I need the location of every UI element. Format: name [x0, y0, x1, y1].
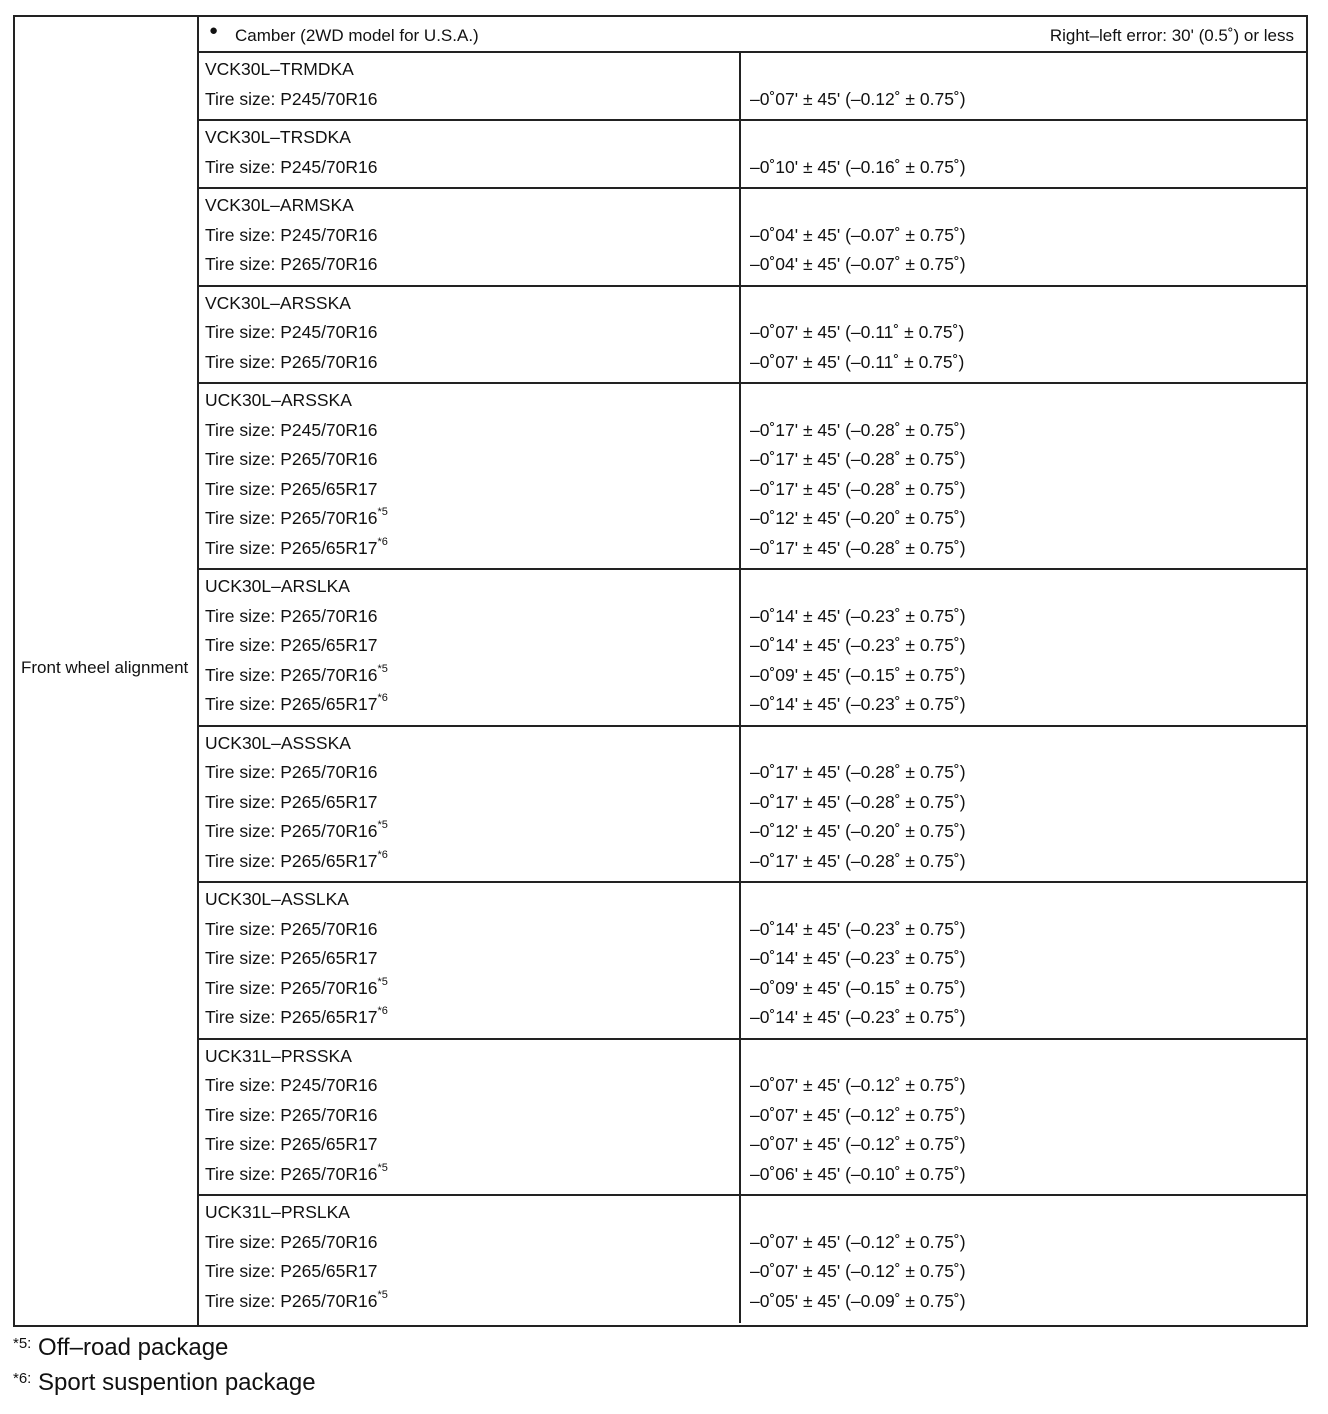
- model-group: [199, 727, 1306, 884]
- footnote-ref: *5: [377, 1161, 388, 1174]
- footnote-text: Off–road package: [38, 1334, 229, 1361]
- tire-size-text: Tire size: P245/70R16: [205, 224, 378, 245]
- camber-value: –0˚09' ± 45' (–0.15˚ ± 0.75˚): [750, 977, 966, 998]
- tire-size-text: Tire size: P265/65R17: [205, 1261, 378, 1281]
- tire-size-text: Tire size: P245/70R16: [205, 322, 378, 342]
- tire-size: [205, 944, 378, 974]
- camber-value: –0˚07' ± 45' (–0.11˚ ± 0.75˚): [750, 351, 965, 372]
- camber-value: –0˚17' ± 45' (–0.28˚ ± 0.75˚): [750, 791, 966, 812]
- model-group: [199, 121, 1306, 189]
- tire-size: [205, 153, 378, 183]
- tire-size-text: Tire size: P265/65R17: [205, 850, 378, 871]
- table-header-row: [199, 17, 1306, 53]
- tire-size-text: Tire size: P245/70R16: [205, 88, 378, 109]
- column-divider: [739, 1040, 741, 1195]
- footnote-ref: *6: [377, 848, 388, 861]
- footnote: [13, 1365, 316, 1401]
- tire-size-text: Tire size: P265/65R17: [205, 694, 378, 714]
- camber-value: –0˚17' ± 45' (–0.28˚ ± 0.75˚): [750, 449, 966, 469]
- column-divider: [739, 1196, 741, 1323]
- model-group: [199, 1196, 1306, 1323]
- footnote-ref: *6: [377, 692, 388, 705]
- tire-size: [205, 221, 378, 251]
- model-code: VCK30L–ARMSKA: [205, 195, 354, 215]
- model-code: UCK31L–PRSLKA: [205, 1202, 350, 1222]
- tire-size: [205, 974, 388, 1004]
- row-header-label: Front wheel alignment: [21, 658, 189, 677]
- model-group: [199, 53, 1306, 121]
- tire-size: [205, 85, 378, 115]
- tire-size: [205, 631, 378, 661]
- model-group: [199, 570, 1306, 727]
- tire-size-text: Tire size: P265/70R16: [205, 1163, 378, 1184]
- tire-size: [205, 1287, 388, 1317]
- footnote-ref: *5: [377, 506, 388, 519]
- tire-size-text: Tire size: P265/65R17: [205, 478, 378, 499]
- camber-value: –0˚10' ± 45' (–0.16˚ ± 0.75˚): [750, 156, 966, 177]
- tire-size-text: Tire size: P265/70R16: [205, 1231, 378, 1252]
- footnote-ref: *6: [377, 1005, 388, 1018]
- tire-size-text: Tire size: P265/65R17: [205, 537, 378, 558]
- camber-value: –0˚14' ± 45' (–0.23˚ ± 0.75˚): [750, 694, 966, 714]
- camber-value: –0˚04' ± 45' (–0.07˚ ± 0.75˚): [750, 224, 966, 245]
- tire-size-text: Tire size: P265/70R16: [205, 508, 378, 528]
- row-header-cell: [15, 17, 199, 1325]
- tire-size: [205, 250, 378, 280]
- tire-size: [205, 661, 388, 691]
- column-divider: [739, 121, 741, 187]
- camber-value: –0˚14' ± 45' (–0.23˚ ± 0.75˚): [750, 948, 966, 968]
- camber-value: –0˚17' ± 45' (–0.28˚ ± 0.75˚): [750, 537, 966, 558]
- tire-size-text: Tire size: P265/70R16: [205, 254, 378, 274]
- tire-size-text: Tire size: P245/70R16: [205, 1075, 378, 1095]
- right-left-error-note: Right–left error: 30' (0.5˚) or less: [1049, 26, 1294, 45]
- tire-size-text: Tire size: P265/70R16: [205, 1104, 378, 1125]
- tire-size: [205, 915, 378, 945]
- tire-size: [205, 758, 378, 788]
- tire-size-text: Tire size: P265/65R17: [205, 1007, 378, 1027]
- tire-size-text: Tire size: P265/65R17: [205, 948, 378, 968]
- model-group: [199, 1040, 1306, 1197]
- tire-size: [205, 416, 378, 446]
- column-divider: [739, 570, 741, 725]
- tire-size: [205, 475, 378, 505]
- footnote-ref: *6: [377, 535, 388, 548]
- tire-size: [205, 504, 388, 534]
- camber-value: –0˚07' ± 45' (–0.12˚ ± 0.75˚): [750, 1231, 966, 1252]
- tire-size-text: Tire size: P265/70R16: [205, 605, 378, 626]
- tire-size-text: Tire size: P265/70R16: [205, 1290, 378, 1311]
- camber-value: –0˚09' ± 45' (–0.15˚ ± 0.75˚): [750, 664, 966, 685]
- tire-size-text: Tire size: P265/70R16: [205, 351, 378, 372]
- camber-value: –0˚14' ± 45' (–0.23˚ ± 0.75˚): [750, 918, 966, 939]
- model-code: UCK30L–ASSLKA: [205, 889, 349, 909]
- camber-value: –0˚14' ± 45' (–0.23˚ ± 0.75˚): [750, 1007, 966, 1027]
- footnote-ref: *5: [377, 662, 388, 675]
- footnote-ref: *5: [377, 1288, 388, 1301]
- camber-value: –0˚12' ± 45' (–0.20˚ ± 0.75˚): [750, 821, 966, 841]
- footnote-ref: *5: [377, 975, 388, 988]
- model-group: [199, 384, 1306, 570]
- model-group: [199, 287, 1306, 385]
- tire-size: [205, 534, 388, 564]
- tire-size: [205, 1101, 378, 1131]
- footnote-ref: *5: [377, 819, 388, 832]
- tire-size: [205, 1071, 378, 1101]
- tire-size-text: Tire size: P265/65R17: [205, 791, 378, 812]
- model-code: VCK30L–TRSDKA: [205, 127, 351, 147]
- camber-value: –0˚12' ± 45' (–0.20˚ ± 0.75˚): [750, 508, 966, 528]
- tire-size-text: Tire size: P265/70R16: [205, 821, 378, 841]
- column-divider: [739, 287, 741, 383]
- model-code: UCK30L–ARSLKA: [205, 576, 350, 596]
- tire-size: [205, 1160, 388, 1190]
- tire-size-text: Tire size: P265/70R16: [205, 449, 378, 469]
- camber-value: –0˚17' ± 45' (–0.28˚ ± 0.75˚): [750, 419, 966, 440]
- camber-value: –0˚07' ± 45' (–0.12˚ ± 0.75˚): [750, 88, 966, 109]
- tire-size-text: Tire size: P265/70R16: [205, 762, 378, 782]
- tire-size: [205, 788, 378, 818]
- tire-size: [205, 1228, 378, 1258]
- tire-size-text: Tire size: P245/70R16: [205, 156, 378, 177]
- tire-size-text: Tire size: P265/70R16: [205, 664, 378, 685]
- tire-size: [205, 1257, 378, 1287]
- tire-size: [205, 602, 378, 632]
- tire-size: [205, 348, 378, 378]
- footnote-mark: *6:: [13, 1370, 32, 1387]
- alignment-table: [13, 15, 1308, 1327]
- camber-value: –0˚06' ± 45' (–0.10˚ ± 0.75˚): [750, 1163, 966, 1184]
- camber-value: –0˚07' ± 45' (–0.12˚ ± 0.75˚): [750, 1104, 966, 1125]
- column-divider: [739, 384, 741, 568]
- footnote-text: Sport suspention package: [38, 1369, 316, 1396]
- model-code: VCK30L–ARSSKA: [205, 292, 351, 313]
- footnote-mark: *5:: [13, 1335, 32, 1352]
- camber-value: –0˚14' ± 45' (–0.23˚ ± 0.75˚): [750, 605, 966, 626]
- tire-size: [205, 445, 378, 475]
- tire-size: [205, 1130, 378, 1160]
- tire-size: [205, 847, 388, 877]
- column-divider: [739, 727, 741, 882]
- camber-value: –0˚17' ± 45' (–0.28˚ ± 0.75˚): [750, 478, 966, 499]
- model-group: [199, 883, 1306, 1040]
- model-code: UCK30L–ASSSKA: [205, 732, 351, 753]
- tire-size-text: Tire size: P265/65R17: [205, 635, 378, 655]
- tire-size: [205, 1003, 388, 1033]
- column-divider: [739, 53, 741, 119]
- model-code: VCK30L–TRMDKA: [205, 59, 354, 79]
- column-divider: [739, 189, 741, 285]
- footnote: [13, 1330, 228, 1366]
- model-groups: [199, 53, 1306, 1325]
- tire-size-text: Tire size: P265/65R17: [205, 1134, 378, 1154]
- model-code: UCK31L–PRSSKA: [205, 1045, 352, 1066]
- tire-size-text: Tire size: P245/70R16: [205, 419, 378, 440]
- tire-size-text: Tire size: P265/70R16: [205, 977, 378, 998]
- camber-value: –0˚07' ± 45' (–0.11˚ ± 0.75˚): [750, 322, 965, 342]
- camber-value: –0˚17' ± 45' (–0.28˚ ± 0.75˚): [750, 850, 966, 871]
- tire-size: [205, 690, 388, 720]
- camber-value: –0˚17' ± 45' (–0.28˚ ± 0.75˚): [750, 762, 966, 782]
- model-code: UCK30L–ARSSKA: [205, 390, 352, 410]
- tire-size-text: Tire size: P265/70R16: [205, 918, 378, 939]
- model-group: [199, 189, 1306, 287]
- tire-size: [205, 817, 388, 847]
- camber-value: –0˚07' ± 45' (–0.12˚ ± 0.75˚): [750, 1075, 966, 1095]
- camber-value: –0˚04' ± 45' (–0.07˚ ± 0.75˚): [750, 254, 966, 274]
- camber-value: –0˚07' ± 45' (–0.12˚ ± 0.75˚): [750, 1134, 966, 1154]
- tire-size: [205, 318, 378, 348]
- table-title: Camber (2WD model for U.S.A.): [235, 26, 479, 45]
- bullet-icon: ●: [209, 22, 219, 39]
- column-divider: [739, 883, 741, 1038]
- camber-value: –0˚14' ± 45' (–0.23˚ ± 0.75˚): [750, 635, 966, 655]
- camber-value: –0˚05' ± 45' (–0.09˚ ± 0.75˚): [750, 1290, 966, 1311]
- camber-value: –0˚07' ± 45' (–0.12˚ ± 0.75˚): [750, 1261, 966, 1281]
